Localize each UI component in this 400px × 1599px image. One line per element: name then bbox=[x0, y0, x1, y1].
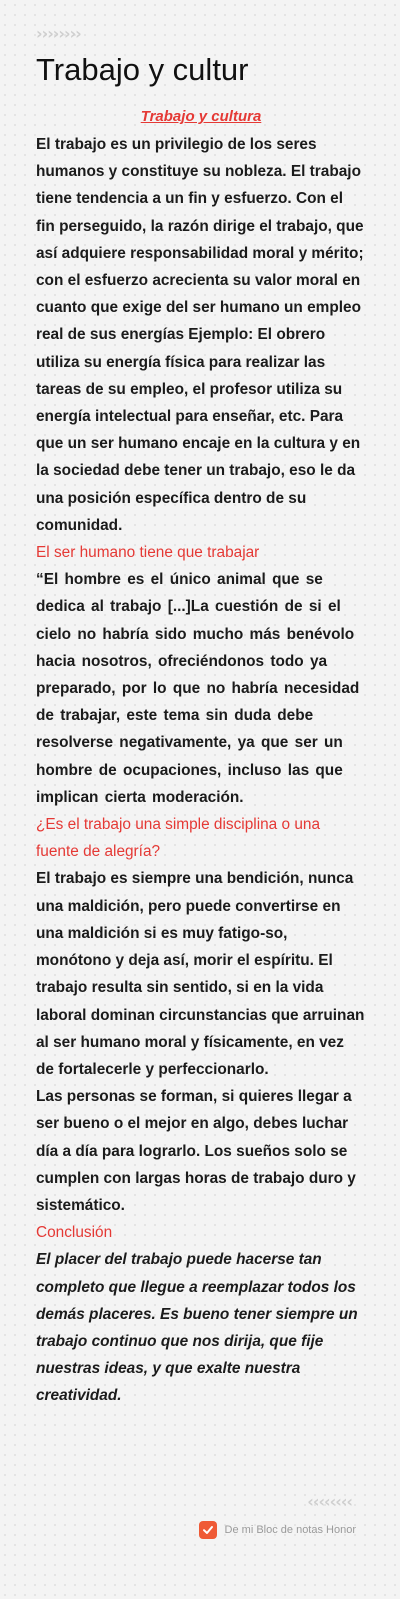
bottom-chevrons-decoration: ‹‹‹‹‹‹‹‹ bbox=[307, 1492, 352, 1511]
paragraph-bendicion: El trabajo es siempre una bendición, nunca una maldición, pero puede convertirse en una maldición si es muy fatigo-so, monótono y deja así, morir el espíritu. El trabajo resulta sin sentido, si en la vida laboral dominan circunstancias que arruinan al ser humano moral y físicamente, en vez de fortalecerle y perfeccionarlo. bbox=[36, 870, 365, 1078]
paragraph-conclusion: El placer del trabajo puede hacerse tan completo que llegue a reemplazar todos los demás placeres. Es bueno tener siempre un trabajo continuo que nos dirija, que fije nuestras ideas, y que exalte nuestra creatividad. bbox=[36, 1251, 358, 1405]
paragraph-intro: El trabajo es un privilegio de los seres humanos y constituye su nobleza. El trabajo tiene tendencia a un fin y esfuerzo. Con el fin perseguido, la razón dirige el trabajo, que así adquiere responsabilidad moral y mérito; con el esfuerzo acrecienta su valor moral en cuanto que exige del ser humano un empleo real de sus energías Ejemplo: El obrero utiliza su energía física para realizar las tareas de su empleo, el profesor utiliza su energía intelectual para enseñar, etc. Para que un ser humano encaje en la cultura y en la sociedad debe tener un trabajo, eso le da una posición específica dentro de su comunidad. bbox=[36, 136, 364, 534]
paragraph-personas: Las personas se forman, si quieres llegar a ser bueno o el mejor en algo, debes luchar día a día para lograrlo. Los sueños solo se cumplen con largas horas de trabajo duro y sistemático. bbox=[36, 1088, 356, 1214]
top-chevrons-decoration: ›››››››› bbox=[36, 24, 81, 43]
check-icon bbox=[199, 1521, 217, 1539]
section-heading-trabajar: El ser humano tiene que trabajar bbox=[36, 544, 260, 562]
section-heading-disciplina: ¿Es el trabajo una simple disciplina o una fuente de alegría? bbox=[36, 816, 321, 861]
note-body bbox=[36, 107, 366, 1410]
footer-text: De mi Bloc de notas Honor bbox=[224, 1524, 356, 1536]
note-title: Trabajo y cultur bbox=[36, 52, 249, 87]
note-heading: Trabajo y cultura bbox=[140, 108, 262, 125]
section-heading-conclusion: Conclusión bbox=[36, 1224, 113, 1242]
paragraph-quote: “El hombre es el único animal que se dedica al trabajo [...]La cuestión de si el cielo no habría sido mucho más benévolo hacia nosotros, ofreciéndonos todo ya preparado, por lo que no habría necesidad de trabajar, este tema sin duda debe resolverse negativamente, ya que ser un hombre de ocupaciones, incluso las que implican cierta moderación. bbox=[36, 571, 360, 806]
footer-watermark bbox=[199, 1521, 356, 1539]
